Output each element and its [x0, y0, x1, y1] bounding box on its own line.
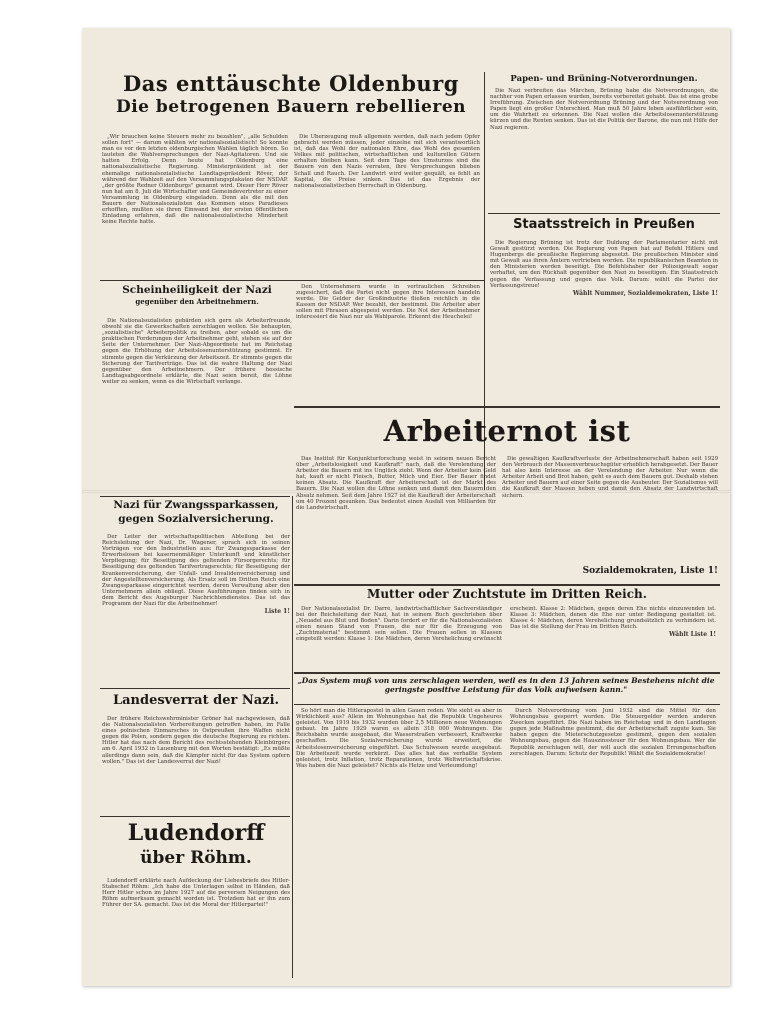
- arbeiternot-article-col1: [296, 456, 496, 584]
- rule: [294, 704, 720, 705]
- rule: [294, 672, 720, 674]
- ludendorff-title: Ludendorff: [127, 820, 265, 846]
- oldenburg-article-col2: [294, 134, 480, 274]
- mutter-headline-block: [294, 586, 720, 604]
- scheinheiligkeit-headline-block: [102, 284, 292, 316]
- staatsstreich-title: Staatsstreich in Preußen: [513, 217, 695, 232]
- system-text-2: Durch Notverordnung vom Juni 1932 sind die Mittel für den Wohnungsbau gesperrt worden. Die Steuergelder werden anderen Zwecken zugeführt. Die Nazi haben im Reichstag und in den Landtagen gegen jede Maßnahme gestimmt, die der Arbeiterschaft zugute kam. Sie haben gegen die Mieterschutzgesetze gestimmt, gegen den sozialen Wohnungsbau, gegen die Hauszinssteuer für den Wohnungsbau. Wer die Republik zerschlagen will, der will auch die sozialen Errungenschaften zerschlagen. Darum: Schutz der Republik! Wählt die Sozialdemokratie!: [510, 708, 716, 757]
- rule: [488, 213, 720, 214]
- staatsstreich-article: [490, 240, 718, 402]
- oldenburg-article-col1: [102, 134, 288, 274]
- arbeiternot-text-2: Die gewaltigen Kaufkraftverluste der Arbeitnehmerschaft haben seit 1929 den Verbrauch der Massenverbrauchsgüter erheblich herabgesetzt. Der Bauer hat also kein Interesse an der Verelendung der Arbeiter. Nur wenn die Arbeiter Arbeit und Brot haben, geht es auch dem Bauern gut. Deshalb stehen Arbeiter und Bauern auf einer Seite gegen die Ausbeuter. Der Sozialismus will sichern.: [502, 456, 718, 499]
- staatsstreich-text: Die Regierung Brüning ist trotz der Duldung der Parlamentarier nicht mit Gewalt gestürzt worden. Die Regierung von Papen hat auf Befehl Hitlers und Hugenbergs die preußische Regierung abgesetzt. Die preußischen Minister sind mit Gewalt aus ihren Ämtern vertrieben worden. Die republikanischen Beamten in den Ministerien werden beseitigt. Die Befehlshaber der Polizeigewalt sogar verhaftet, um den Rückhalt gegenüber den Nazi zu beseitigen. Ein Staatsstreich gegen die Verfassung und gegen das Volk. Darum: wählt die Partei der Verfassungstreue!: [490, 240, 718, 289]
- system-text: So hört man die Hitlerapostel in allen Gauen reden. Wie sieht es aber in Wirklichkeit aus? Allein im Wohnungsbau hat die Republik Ungeheures geleistet. Von 1919 bis 1932 wurden über 2,5 Millionen neue Wohnungen gebaut. Im Jahre 1929 waren es allein 318 000 Wohnungen. Die Reichsbahn wurde ausgebaut, die Wasserstraßen verbessert, Kraftwerke geschaffen. Die Sozialversicherung wurde erweitert, die Arbeitslosenversicherung eingeführt. Das Schulwesen wurde ausgebaut. Die Arbeitszeit wurde verkürzt. Das alles hat das verhaßte System geleistet, trotz Inflation, trotz Reparationen, trotz Weltwirtschaftskrise. Was haben die Nazi geleistet? Nichts als Hetze und Verleumdung!: [296, 708, 502, 769]
- scheinheiligkeit-text: Die Nationalsozialisten gebärden sich gern als Arbeiterfreunde, obwohl sie die Gewerkschaften zerschlagen wollen. Sie behaupten, „sozialistische" Arbeiterpolitik zu treiben, aber sobald es um die praktischen Forderungen der Arbeitnehmer geht, stehen sie auf der Seite der Unternehmer. Der Nazi-Abgeordnete hat im Reichstag gegen die Erhöhung der Arbeitslosenunterstützung gestimmt. Er stimmte gegen die Verkürzung der Arbeitszeit. Er stimmte gegen die Sicherung der Tarifverträge. Das ist die wahre Haltung der Nazi gegenüber den Arbeitnehmern. Der frühere hessische Landtagsabgeordnete erklärte, die Nazi seien bereit, die Löhne weiter zu senken, wenn es die Wirtschaft verlange.: [102, 318, 292, 385]
- main-title: Das enttäuschte Oldenburg: [123, 72, 459, 96]
- mutter-article: [296, 606, 716, 668]
- zwang-title: Nazi für Zwangssparkassen,: [113, 499, 279, 511]
- system-banner: „Das System muß von uns zerschlagen werden, weil es in den 13 Jahren seines Bestehens nicht die geringste positive Leistung für das Volk aufweisen kann.": [297, 676, 715, 694]
- ludendorff-subtitle: über Röhm.: [140, 848, 252, 868]
- scheinheiligkeit-title: Scheinheiligkeit der Nazi: [122, 284, 272, 296]
- column-rule: [292, 496, 293, 978]
- zwang-headline-block: [102, 498, 290, 532]
- papen-article: [490, 88, 718, 212]
- newspaper-sheet: [82, 28, 730, 986]
- system-article-col2: [510, 708, 716, 978]
- ludendorff-headline-block: [102, 820, 290, 874]
- landesverrat-headline-block: [102, 692, 290, 714]
- mutter-title: Mutter oder Zuchtstute im Dritten Reich.: [367, 587, 647, 601]
- oldenburg-text: „Wir brauchen keine Steuern mehr zu bezahlen", „alle Schulden sollen fort" — darum wählten wir nationalsozialistisch! So konnte man es vor den letzten oldenburgischen Wahlen täglich hören. So lauteten die Wahlversprechungen der Nazi-Agitatoren. Und sie hatten Erfolg. Denn heute hat Oldenburg eine nationalsozialistische Regierung. Ministerpräsident ist der ehemalige nationalsozialistische Landtagspräsident Röver, der während der Wahlzeit auf den Versammlungsplakaten der NSDAP. „der größte Redner Oldenburgs" genannt wird. Dieser Herr Röver nun hat am 8. Juli die Wirtschafter und Gemeindevertreter zu einer Versammlung in Oldenburg eingeladen. Denn als die mit den Bauern der Nationalsozialisten das Kommen eines Paradieses erhofften, mußten sie ihren Einwand bei der ersten öffentlichen Einladung erfahren, daß die nationalsozialistische Minderheit keine Rechte hatte.: [102, 134, 288, 226]
- zwang-article: [102, 534, 290, 684]
- papen-title: Papen- und Brüning-Notverordnungen.: [510, 74, 698, 84]
- scheinheiligkeit-subtitle: gegenüber den Arbeitnehmern.: [135, 297, 259, 306]
- main-headline-block: [102, 72, 480, 130]
- signature-liste-1a: Liste 1!: [264, 608, 290, 616]
- main-subtitle: Die betrogenen Bauern rebellieren: [115, 97, 467, 117]
- landesverrat-title: Landesverrat der Nazi.: [112, 693, 280, 708]
- rule: [294, 406, 720, 408]
- paper-fold: [82, 490, 730, 493]
- sozialdemokraten-signature-block: [502, 566, 718, 578]
- staatsstreich-headline-block: [490, 216, 718, 236]
- scheinheiligkeit-article-col1: [102, 318, 292, 488]
- zwang-text: Der Leiter der wirtschaftspolitischen Abteilung bei der Reichsleitung der Nazi, Dr. Wagener, sprach sich in seinen Vorträgen vor den Industriellen aus: für Zwangssparkasse der Erwerbslosen bei kasernenmäßiger Unterkunft und künstlicher Verpflegung; für Beseitigung des geltenden Fürsorgerechts; für Beseitigung des geltenden Tarifvertragsrechts; für Beseitigung der Krankenversicherung, der Unfall- und Invalidenversicherung und der Angestelltenversicherung. Als Ersatz soll im Dritten Reich eine Zwangssparkasse eingerichtet werden, deren Verwaltung aber den Unternehmern allein obliegt. Diese Ausführungen finden sich in dem Bericht des Augsburger Nachrichtendienstes. Das ist das Programm der Nazi für die Arbeitnehmer!: [102, 534, 290, 608]
- rule: [100, 816, 290, 817]
- zwang-subtitle: gegen Sozialversicherung.: [118, 513, 274, 525]
- arbeiternot-text: Das Institut für Konjunkturforschung weist in seinem neuen Bericht über „Arbeitslosigkeit und Kaufkraft" nach, daß die Verelendung der Arbeiter die Bauern mit ins Unglück zieht. Wenn der Arbeiter kein Geld hat, kauft er nicht Fleisch, Butter, Milch und Eier. Der Bauer findet keinen Absatz. Die Kaufkraft der Arbeiterschaft ist der Markt des Absatz nehmen. Seit dem Jahre 1927 ist die Kaufkraft der Arbeiterschaft um 40 Prozent gesunken. Das bedeutet einen Ausfall von Milliarden für die Landwirtschaft.: [296, 456, 496, 511]
- ludendorff-article: [102, 878, 290, 978]
- papen-text: Die Nazi verbreiten das Märchen, Brüning habe die Notverordnungen, die nachher von Papen erlassen wurden, bereits vorbereitet gehabt. Das ist eine grobe Irreführung. Zwischen der Notverordnung Brüning und der Notverordnung von Papen liegt ein großer Unterschied. Man muß 50 Jahre leben ausführlicher sein, um die Wahrheit zu erkennen. Die Nazi wollen die Arbeitslosenunterstützung kürzen und die Renten senken. Das ist die Politik der Barone, die nun mit Hilfe der Nazi regieren.: [490, 88, 718, 131]
- arbeiternot-headline-block: [294, 410, 720, 454]
- system-article-col1: [296, 708, 502, 978]
- landesverrat-article: [102, 716, 290, 812]
- arbeiternot-article-col2: [502, 456, 718, 566]
- mutter-text: Der Nationalsozialist Dr. Darré, landwirtschaftlicher Sachverständiger bei der Reichsleitung der Nazi, hat in seinem Buch geschrieben über „Neuadel aus Blut und Boden". Darin fordert er für die Nationalsozialisten einen neuen Stand von Frauen, die nur für die Erzeugung von „Zuchtmaterial" bestimmt sein sollen. Die Frauen sollen in Klassen eingeteilt werden: Klasse 1: Die Mädchen, deren Verehelichung erwünscht erscheint. Klasse 2: Mädchen, gegen deren Ehe nichts einzuwenden ist. Klasse 3: Mädchen, denen die Ehe nur unter Bedingung gestattet ist. Klasse 4: Mädchen, deren Verehelichung grundsätzlich zu verhindern ist. Das ist die Stellung der Frau im Dritten Reich.: [296, 606, 716, 643]
- rule: [100, 496, 290, 497]
- signature-waehlt: Wählt Nummer, Sozialdemokraten, Liste 1!: [572, 289, 718, 297]
- ludendorff-text: Ludendorff erklärte nach Aufdeckung der Liebesbriefe des Hitler-Stabschef Röhm: „Ich habe die Unterlagen selbst in Händen, daß Herr Hitler schon im Jahre 1927 auf die perversen Neigungen des Röhm aufmerksam gemacht worden ist. Trotzdem hat er ihn zum Führer der SA. gemacht. Das ist die Moral der Hitlerpartei!": [102, 878, 290, 909]
- oldenburg-text-2: Die Überzeugung muß allgemein werden, daß nach jedem Opfer gebracht werden müssen, jeder einzelne mit sich verantwortlich ist, daß das Wohl der nationalen Ehre, das Wohl des gesamten Volkes mit politischen, wirtschaftlichen und kulturellen Gütern erhalten bleiben kann. Seit dem Tage des Umsturzes sind die Bauern von den Nazis verraten, ihre Versprechungen blieben Schall und Rauch. Der Landwirt wird weiter gequält, es fehlt an Kapital, die Preise sinken. Das ist das Ergebnis der nationalsozialistischen Herrschaft in Oldenburg.: [294, 134, 480, 189]
- landesverrat-text: Der frühere Reichswehrminister Gröner hat nachgewiesen, daß die Nationalsozialisten Vorbereitungen getroffen haben, im Falle eines polnischen Einmarsches in Ostpreußen ihre Waffen nicht gegen die Polen, sondern gegen die deutsche Regierung zu richten. Hitler hat das nach dem Bericht des rechtsstehenden Kleinbürgers am 6. April 1932 in Lauenburg mit den Worten bestätigt: „Es müßte allerdings dann sein, daß die Kämpfer nicht für das System opfern wollen." Das ist der Landesverrat der Nazi!: [102, 716, 290, 765]
- rule: [100, 688, 290, 689]
- scheinheiligkeit-text-2: Den Unternehmern wurde in vertraulichen Schreiben zugesichert, daß die Partei nicht gegen ihre Interessen handeln werde. Die Gelder der Großindustrie fließen reichlich in die Kassen der NSDAP. Wer bezahlt, der bestimmt. Die Arbeiter aber sollen mit Phrasen abgespeist werden. Die Not der Arbeitnehmer interessiert die Nazi nur als Wahlparole. Erkennt die Heuchelei!: [296, 284, 480, 321]
- arbeiternot-title: Arbeiternot ist: [383, 414, 631, 448]
- signature-sozialdemokraten: Sozialdemokraten, Liste 1!: [582, 566, 718, 576]
- scheinheiligkeit-article-col2: [296, 284, 480, 404]
- rule: [100, 280, 484, 281]
- signature-liste-1b: Wählt Liste 1!: [669, 631, 716, 639]
- system-banner-block: [296, 676, 716, 702]
